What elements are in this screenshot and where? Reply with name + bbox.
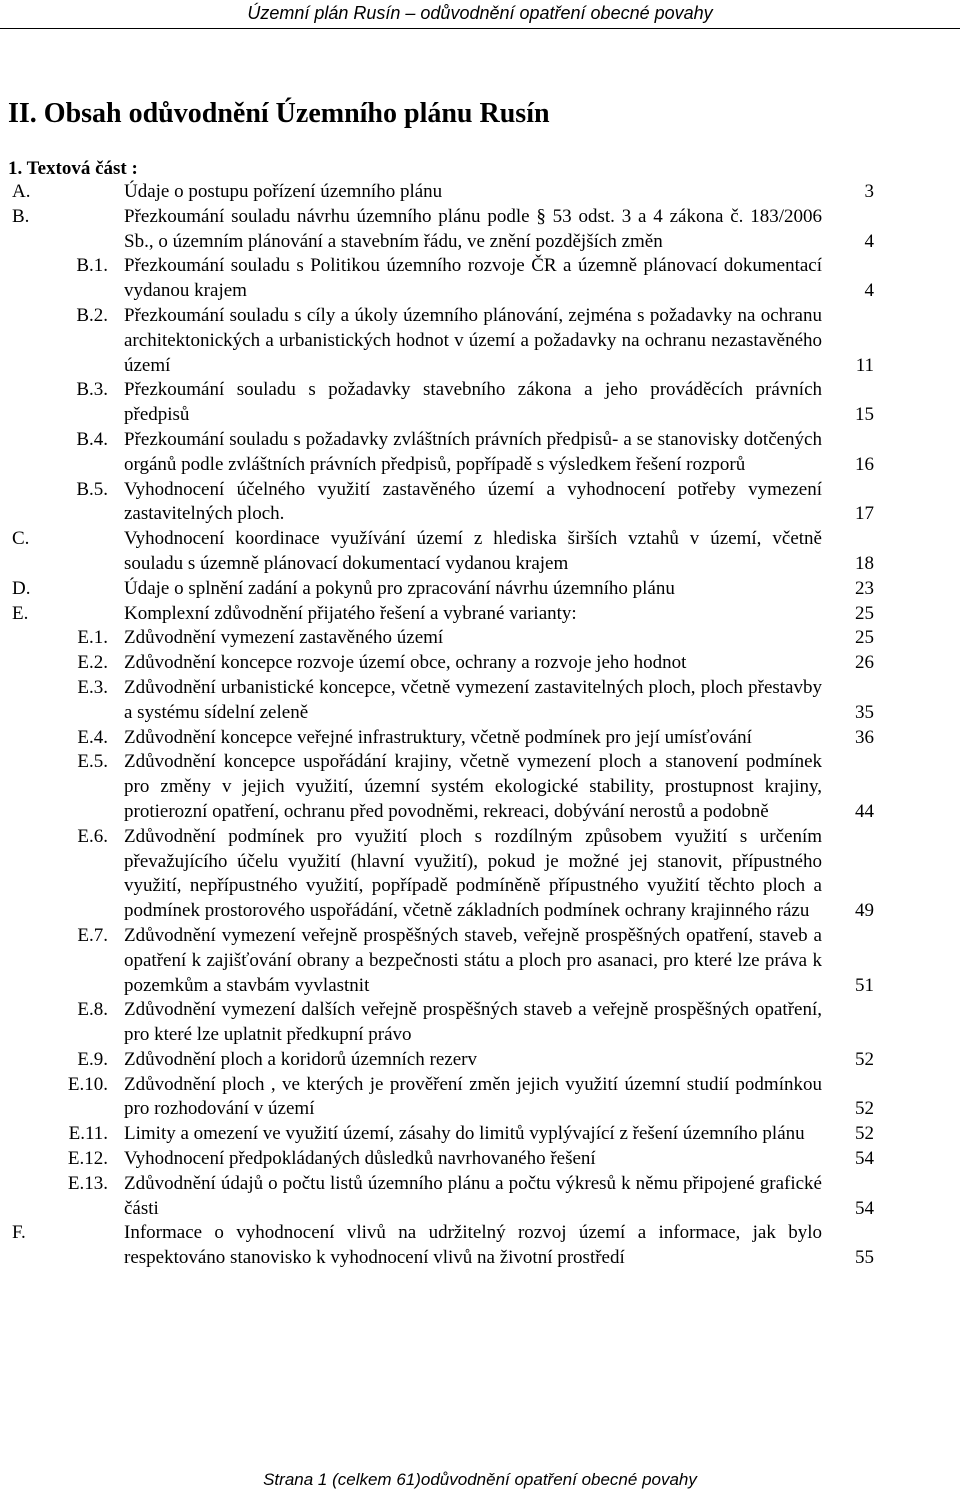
toc-entry-page: 25	[855, 602, 874, 624]
toc-entry	[0, 676, 960, 726]
toc-entry-title: Informace o vyhodnocení vlivů na udržitelný rozvoj území a informace, jak bylo respektováno stanovisko k vyhodnocení vlivů na životní prostředí	[124, 1222, 822, 1269]
toc-entry-number: B.4.	[76, 428, 108, 450]
page-footer: Strana 1 (celkem 61)odůvodnění opatření obecné povahy	[263, 1470, 697, 1489]
toc-entry-title: Zdůvodnění urbanistické koncepce, včetně vymezení zastavitelných ploch, ploch přestavby a systému sídelní zeleně	[124, 676, 822, 723]
toc-entry-page: 51	[855, 974, 874, 996]
toc-entry-page: 16	[855, 453, 874, 475]
toc-entry-number: B.1.	[76, 255, 108, 277]
toc-entry-title: Vyhodnocení účelného využití zastavěného území a vyhodnocení potřeby vymezení zastavitelných ploch.	[124, 478, 822, 525]
toc-entry-number: B.3.	[76, 379, 108, 401]
toc-entry-page: 52	[855, 1048, 874, 1070]
toc-entry	[0, 602, 960, 627]
toc-entry-number: D.	[12, 577, 31, 599]
toc-entry	[0, 651, 960, 676]
toc-entry-page: 15	[855, 404, 874, 426]
toc-entry-number: E.11.	[68, 1123, 108, 1145]
toc-entry-number: E.9.	[77, 1048, 108, 1070]
toc-entry-title: Přezkoumání souladu návrhu územního plánu podle § 53 odst. 3 a 4 zákona č. 183/2006 Sb., o územním plánování a stavebním řádu, ve znění pozdějších změn	[124, 205, 822, 252]
toc-entry-title: Zdůvodnění ploch a koridorů územních rezerv	[124, 1048, 477, 1070]
toc-entry	[0, 304, 960, 378]
toc-entry-title: Zdůvodnění koncepce veřejné infrastruktury, včetně podmínek pro její umísťování	[124, 726, 752, 748]
toc-entry-title: Zdůvodnění koncepce rozvoje území obce, ochrany a rozvoje jeho hodnot	[124, 652, 687, 674]
toc-entry-page: 26	[855, 652, 874, 674]
toc-entry-number: E.7.	[77, 924, 108, 946]
toc-entry-page: 52	[855, 1123, 874, 1145]
toc-entry	[0, 527, 960, 577]
toc-entry	[0, 750, 960, 824]
toc-entry	[0, 1073, 960, 1123]
header-divider	[0, 28, 960, 29]
toc-entry	[0, 1221, 960, 1271]
toc-entry	[0, 378, 960, 428]
toc-entry-number: E.13.	[67, 1172, 108, 1194]
toc-entry-number: E.3.	[77, 676, 108, 698]
toc-entry	[0, 1147, 960, 1172]
toc-entry-page: 25	[855, 627, 874, 649]
toc-entry-title: Zdůvodnění údajů o počtu listů územního plánu a počtu výkresů k němu připojené grafické části	[124, 1172, 822, 1219]
toc-entry-title: Přezkoumání souladu s cíly a úkoly územního plánování, zejména s požadavky na ochranu architektonických a urbanistických hodnot v území a požadavky na ochranu nezastavěného území	[124, 304, 822, 376]
toc-entry-title: Komplexní zdůvodnění přijatého řešení a vybrané varianty:	[124, 602, 577, 624]
toc-entry	[0, 428, 960, 478]
toc-entry-page: 23	[855, 577, 874, 599]
toc-entry-number: E.2.	[77, 652, 108, 674]
toc-entry-title: Vyhodnocení předpokládaných důsledků navrhovaného řešení	[124, 1148, 596, 1170]
toc-entry-page: 35	[855, 701, 874, 723]
toc-entry-title: Údaje o splnění zadání a pokynů pro zpracování návrhu územního plánu	[124, 577, 675, 599]
toc-entry-number: F.	[12, 1222, 26, 1244]
toc-entry-number: E.12.	[67, 1148, 108, 1170]
toc-entry	[0, 1172, 960, 1222]
toc-entry-number: E.5.	[77, 751, 108, 773]
table-of-contents	[0, 180, 960, 1271]
toc-entry-title: Přezkoumání souladu s požadavky stavebního zákona a jeho prováděcích právních předpisů	[124, 379, 822, 426]
toc-entry-title: Zdůvodnění podmínek pro využití ploch s rozdílným způsobem využití s určením převažujícího účelu využití (hlavní využití), pokud je možné jej stanovit, přípustného využití, nepřípustného využití, popřípadě podmíněně přípustného využití těchto ploch a podmínek prostorového uspořádání, včetně základních podmínek ochrany krajinného rázu	[124, 825, 822, 922]
toc-entry-number: C.	[12, 528, 30, 550]
toc-entry-page: 18	[855, 552, 874, 574]
toc-entry-page: 49	[855, 900, 874, 922]
toc-entry-page: 17	[855, 503, 874, 525]
toc-entry-page: 54	[855, 1148, 874, 1170]
toc-entry-title: Přezkoumání souladu s požadavky zvláštních právních předpisů- a se stanovisky dotčených orgánů podle zvláštních právních předpisů, popřípadě s výsledkem řešení rozporů	[124, 428, 822, 475]
toc-entry	[0, 205, 960, 255]
toc-entry-page: 4	[864, 230, 874, 252]
toc-entry	[0, 924, 960, 998]
toc-entry-page: 11	[855, 354, 874, 376]
toc-entry-title: Zdůvodnění koncepce uspořádání krajiny, včetně vymezení ploch a stanovení podmínek pro změny v jejich využití, územní systém ekologické stability, prostupnost krajiny, protierozní opatření, ochranu před povodněmi, rekreaci, dobývání nerostů a podobně	[124, 751, 822, 822]
toc-entry	[0, 577, 960, 602]
toc-entry-page: 36	[855, 726, 874, 748]
toc-entry-page: 3	[864, 181, 874, 202]
toc-entry-number: E.8.	[77, 999, 108, 1021]
toc-entry-number: E.	[12, 602, 29, 624]
toc-entry-title: Vyhodnocení koordinace využívání území z hlediska širších vztahů v území, včetně souladu s územně plánovací dokumentací vydanou krajem	[124, 528, 822, 574]
toc-entry-title: Zdůvodnění vymezení zastavěného území	[124, 627, 444, 649]
toc-entry-number: B.2.	[76, 304, 108, 326]
toc-entry-page: 44	[855, 800, 874, 822]
toc-entry	[0, 726, 960, 751]
toc-entry	[0, 998, 960, 1048]
toc-entry-page: 52	[855, 1098, 874, 1120]
toc-entry-number: B.	[12, 205, 30, 227]
toc-entry	[0, 1122, 960, 1147]
toc-entry-number: E.4.	[77, 726, 108, 748]
toc-entry-title: Zdůvodnění vymezení dalších veřejně prospěšných staveb a veřejně prospěšných opatření, pro které lze uplatnit předkupní právo	[124, 999, 822, 1046]
toc-entry-number: E.1.	[77, 627, 108, 649]
toc-entry	[0, 478, 960, 528]
toc-entry-number: E.10.	[67, 1073, 108, 1095]
toc-entry-title: Údaje o postupu pořízení územního plánu	[124, 181, 443, 202]
toc-entry	[0, 254, 960, 304]
toc-entry-title: Limity a omezení ve využití území, zásahy do limitů vyplývající z řešení územního plánu	[124, 1123, 805, 1145]
running-header: Územní plán Rusín – odůvodnění opatření obecné povahy	[247, 3, 713, 23]
toc-entry-page: 54	[855, 1197, 874, 1219]
document-title: II. Obsah odůvodnění Územního plánu Rusín	[8, 98, 550, 129]
toc-entry	[0, 825, 960, 924]
toc-entry-title: Zdůvodnění vymezení veřejně prospěšných staveb, veřejně prospěšných opatření, staveb a opatření k zajišťování obrany a bezpečnosti státu a ploch pro asanaci, pro které lze práva k pozemkům a stavbám vyvlastnit	[124, 924, 822, 996]
toc-entry-page: 55	[855, 1247, 874, 1269]
toc-entry-number: A.	[12, 181, 31, 202]
toc-entry-title: Zdůvodnění ploch , ve kterých je prověření změn jejich využití územní studií podmínkou pro rozhodování v území	[124, 1073, 822, 1120]
toc-entry	[0, 626, 960, 651]
section-label: 1. Textová část :	[8, 158, 138, 179]
toc-entry-title: Přezkoumání souladu s Politikou územního rozvoje ČR a územně plánovací dokumentací vydanou krajem	[124, 255, 822, 302]
toc-entry-number: B.5.	[76, 478, 108, 500]
toc-entry-number: E.6.	[77, 825, 108, 847]
toc-entry	[0, 1048, 960, 1073]
toc-entry-page: 4	[864, 280, 874, 302]
toc-entry	[0, 180, 960, 205]
